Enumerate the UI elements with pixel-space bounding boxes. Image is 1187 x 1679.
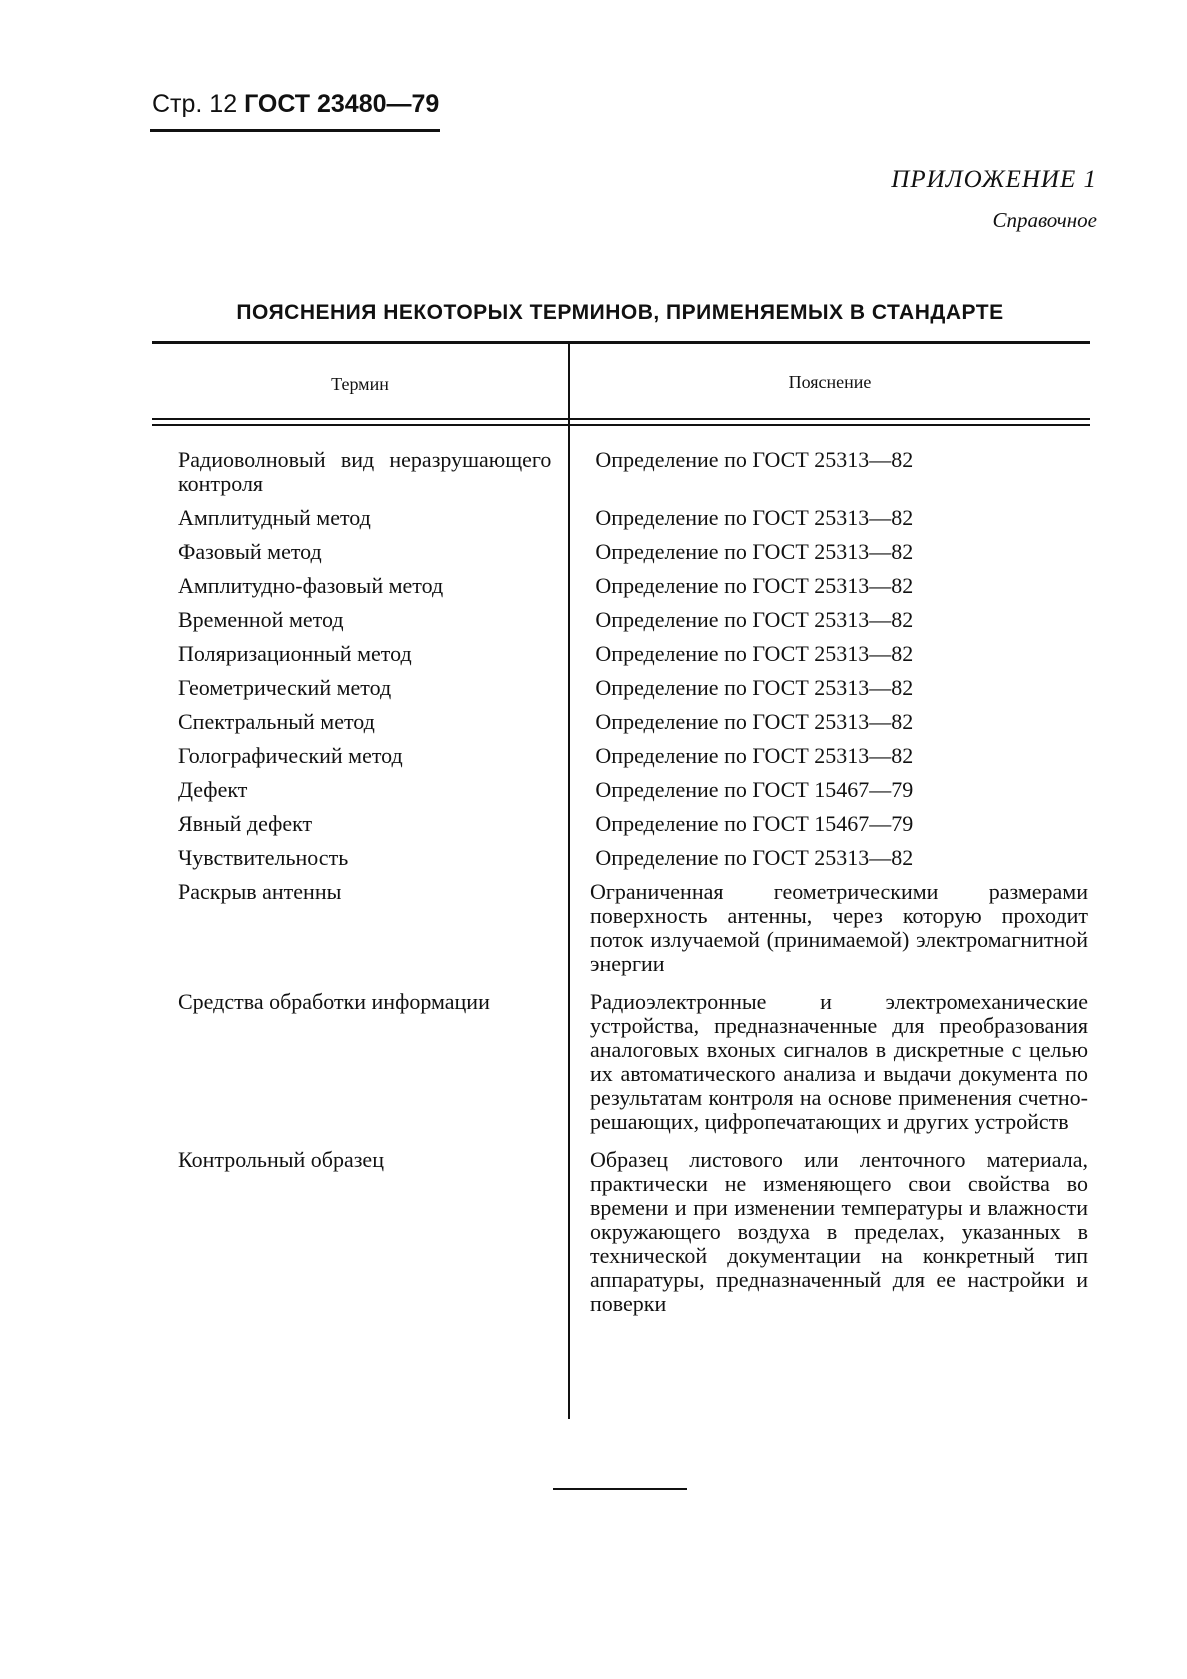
table-row (152, 846, 1090, 870)
table-row (152, 574, 1090, 598)
explanation-cell: Определение по ГОСТ 25313—82 (595, 709, 914, 734)
table-row (152, 448, 1090, 496)
table-top-rule (152, 341, 1090, 344)
table-row (152, 608, 1090, 632)
explanation-cell: Определение по ГОСТ 15467—79 (595, 811, 914, 836)
appendix-type: Справочное (992, 208, 1097, 232)
page-header (152, 90, 439, 119)
explanation-cell: Определение по ГОСТ 25313—82 (595, 743, 914, 768)
explanation-cell: Определение по ГОСТ 25313—82 (595, 447, 914, 472)
table-row (152, 540, 1090, 564)
appendix-label: ПРИЛОЖЕНИЕ 1 (891, 166, 1097, 193)
term-cell: Явный дефект (178, 811, 313, 836)
appendix-block (891, 166, 1097, 233)
table-row (152, 710, 1090, 734)
term-cell: Контрольный образец (178, 1147, 384, 1172)
document-title: ПОЯСНЕНИЯ НЕКОТОРЫХ ТЕРМИНОВ, ПРИМЕНЯЕМЫХ В СТАНДАРТЕ (236, 301, 1004, 324)
term-cell: Средства обработки информации (178, 989, 490, 1014)
term-cell: Геометрический метод (178, 675, 392, 700)
table-row (152, 880, 1090, 976)
explanation-cell: Образец листового или ленточного материала, практически не изменяющего свои свойства во времени и при изменении температуры и влажности окружающего воздуха в пределах, указанных в технической документации на конкретный тип аппаратуры, предназначенный для ее настройки и поверки (590, 1147, 1088, 1316)
table-row (152, 676, 1090, 700)
term-cell: Дефект (178, 777, 248, 802)
table-row (152, 642, 1090, 666)
explanation-cell: Определение по ГОСТ 25313—82 (595, 573, 914, 598)
end-of-table-rule (553, 1488, 687, 1490)
table-row (152, 506, 1090, 530)
term-cell: Радиоволновый вид неразрушающего контроля (178, 447, 552, 496)
explanation-cell: Определение по ГОСТ 25313—82 (595, 675, 914, 700)
table-row (152, 990, 1090, 1134)
term-cell: Спектральный метод (178, 709, 375, 734)
column-header-explanation: Пояснение (788, 372, 872, 392)
table-row (152, 778, 1090, 802)
explanation-cell: Определение по ГОСТ 15467—79 (595, 777, 914, 802)
table-row (152, 744, 1090, 768)
page-number: Стр. 12 (152, 90, 238, 118)
term-cell: Фазовый метод (178, 539, 322, 564)
table-row (152, 1148, 1090, 1316)
term-cell: Чувствительность (178, 845, 349, 870)
explanation-cell: Определение по ГОСТ 25313—82 (595, 845, 914, 870)
header-rule (150, 129, 440, 132)
term-cell: Поляризационный метод (178, 641, 412, 666)
table-body (152, 448, 1090, 1316)
standard-number: ГОСТ 23480—79 (244, 90, 440, 118)
header-rule-double (152, 424, 1090, 426)
term-cell: Амплитудно-фазовый метод (178, 573, 444, 598)
explanation-cell: Определение по ГОСТ 25313—82 (595, 607, 914, 632)
explanation-cell: Радиоэлектронные и электромеханические устройства, предназначенные для преобразования аналоговых вхоных сигналов в дискретные с целью их автоматического анализа и выдачи документа по результатам контроля на основе применения счетно-решающих, цифропечатающих и других устройств (590, 989, 1088, 1134)
explanation-cell: Определение по ГОСТ 25313—82 (595, 641, 914, 666)
term-cell: Временной метод (178, 607, 344, 632)
explanation-cell: Определение по ГОСТ 25313—82 (595, 539, 914, 564)
term-cell: Голографический метод (178, 743, 403, 768)
header-rule-double (152, 418, 1090, 420)
explanation-cell: Ограниченная геометрическими размерами поверхность антенны, через которую проходит поток излучаемой (принимаемой) электромагнитной энергии (590, 879, 1088, 976)
column-header-term: Термин (331, 374, 389, 394)
explanation-cell: Определение по ГОСТ 25313—82 (595, 505, 914, 530)
term-cell: Раскрыв антенны (178, 879, 342, 904)
table-row (152, 812, 1090, 836)
term-cell: Амплитудный метод (178, 505, 371, 530)
